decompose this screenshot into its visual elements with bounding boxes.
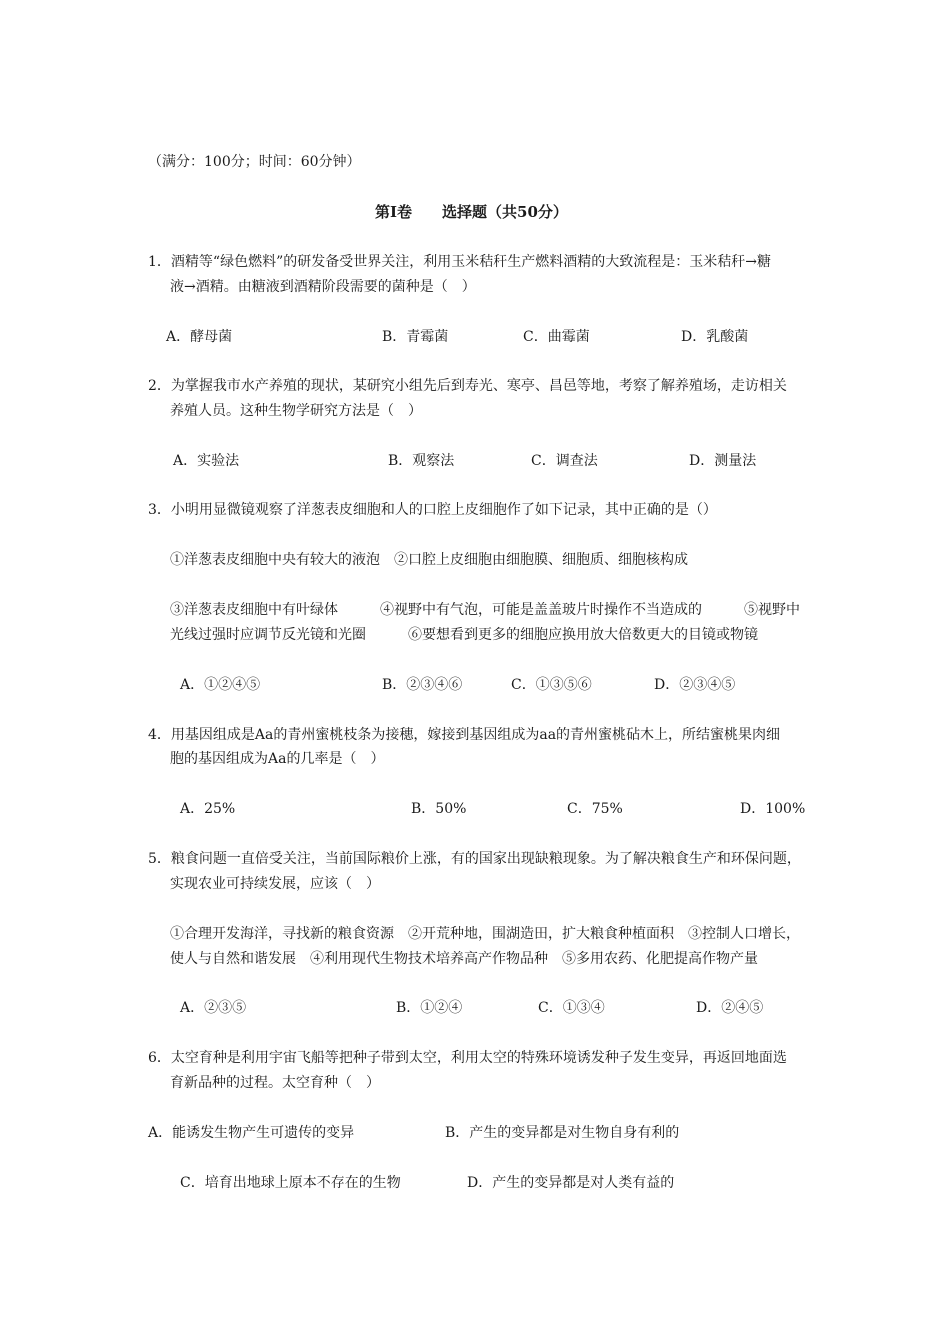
- question-2-line-1: 2．为掌握我市水产养殖的现状，某研究小组先后到寿光、寒亭、昌邑等地，考察了解养殖场，走访相关: [148, 378, 787, 394]
- q2-option-d: D．测量法: [689, 453, 757, 469]
- q1-option-b: B．青霉菌: [382, 329, 449, 345]
- q1-option-c: C．曲霉菌: [523, 329, 590, 345]
- exam-info: （满分：100分；时间：60分钟）: [148, 154, 361, 170]
- q3-option-d: D．②③④⑤: [654, 677, 736, 693]
- q5-option-d: D．②④⑤: [696, 1000, 764, 1016]
- q3-option-a: A．①②④⑤: [180, 677, 261, 693]
- q3-statement-3: 光线过强时应调节反光镜和光圈 ⑥要想看到更多的细胞应换用放大倍数更大的目镜或物镜: [170, 627, 758, 643]
- q6-option-c: C．培育出地球上原本不存在的生物: [180, 1175, 401, 1191]
- q3-option-b: B．②③④⑥: [382, 677, 463, 693]
- question-1-line-2: 液→酒精。由糖液到酒精阶段需要的菌种是（ ）: [170, 279, 476, 295]
- q4-option-b: B．50%: [411, 801, 467, 817]
- q2-option-b: B．观察法: [388, 453, 455, 469]
- q2-option-a: A．实验法: [173, 453, 240, 469]
- q4-option-c: C．75%: [567, 801, 623, 817]
- q1-option-a: A．酵母菌: [166, 329, 233, 345]
- q3-statement-2: ③洋葱表皮细胞中有叶绿体 ④视野中有气泡，可能是盖盖玻片时操作不当造成的 ⑤视野中: [170, 602, 800, 618]
- q5-option-c: C．①③④: [538, 1000, 605, 1016]
- q5-statement-1: ①合理开发海洋，寻找新的粮食资源 ②开荒种地，围湖造田，扩大粮食种植面积 ③控制人口增长，: [170, 926, 800, 942]
- q6-option-b: B．产生的变异都是对生物自身有利的: [445, 1125, 680, 1141]
- q4-option-a: A．25%: [180, 801, 236, 817]
- question-5-line-1: 5．粮食问题一直倍受关注，当前国际粮价上涨，有的国家出现缺粮现象。为了解决粮食生产和环保问题，: [148, 851, 801, 867]
- q3-option-c: C．①③⑤⑥: [511, 677, 592, 693]
- q5-option-b: B．①②④: [396, 1000, 463, 1016]
- q5-statement-2: 使人与自然和谐发展 ④利用现代生物技术培养高产作物品种 ⑤多用农药、化肥提高作物产量: [170, 951, 758, 967]
- q3-statement-1: ①洋葱表皮细胞中央有较大的液泡 ②口腔上皮细胞由细胞膜、细胞质、细胞核构成: [170, 552, 688, 568]
- question-6-line-2: 育新品种的过程。太空育种（ ）: [170, 1075, 380, 1091]
- question-4-line-1: 4．用基因组成是Aa的青州蜜桃枝条为接穗，嫁接到基因组成为aa的青州蜜桃砧木上，所结蜜桃果肉细: [148, 727, 781, 743]
- q6-option-d: D．产生的变异都是对人类有益的: [467, 1175, 675, 1191]
- question-1-line-1: 1．酒精等“绿色燃料”的研发备受世界关注，利用玉米秸秆生产燃料酒精的大致流程是：玉米秸秆→糖: [148, 254, 771, 270]
- question-3-line-1: 3．小明用显微镜观察了洋葱表皮细胞和人的口腔上皮细胞作了如下记录，其中正确的是（）: [148, 502, 717, 518]
- q4-option-d: D．100%: [740, 801, 806, 817]
- q1-option-d: D．乳酸菌: [681, 329, 749, 345]
- question-5-line-2: 实现农业可持续发展，应该（ ）: [170, 876, 380, 892]
- question-2-line-2: 养殖人员。这种生物学研究方法是（ ）: [170, 403, 422, 419]
- q6-option-a: A．能诱发生物产生可遗传的变异: [148, 1125, 355, 1141]
- section-title: 第Ⅰ卷 选择题（共50分）: [375, 203, 568, 221]
- question-4-line-2: 胞的基因组成为Aa的几率是（ ）: [170, 751, 385, 767]
- question-6-line-1: 6．太空育种是利用宇宙飞船等把种子带到太空，利用太空的特殊环境诱发种子发生变异，再返回地面选: [148, 1050, 787, 1066]
- q2-option-c: C．调查法: [531, 453, 598, 469]
- q5-option-a: A．②③⑤: [180, 1000, 247, 1016]
